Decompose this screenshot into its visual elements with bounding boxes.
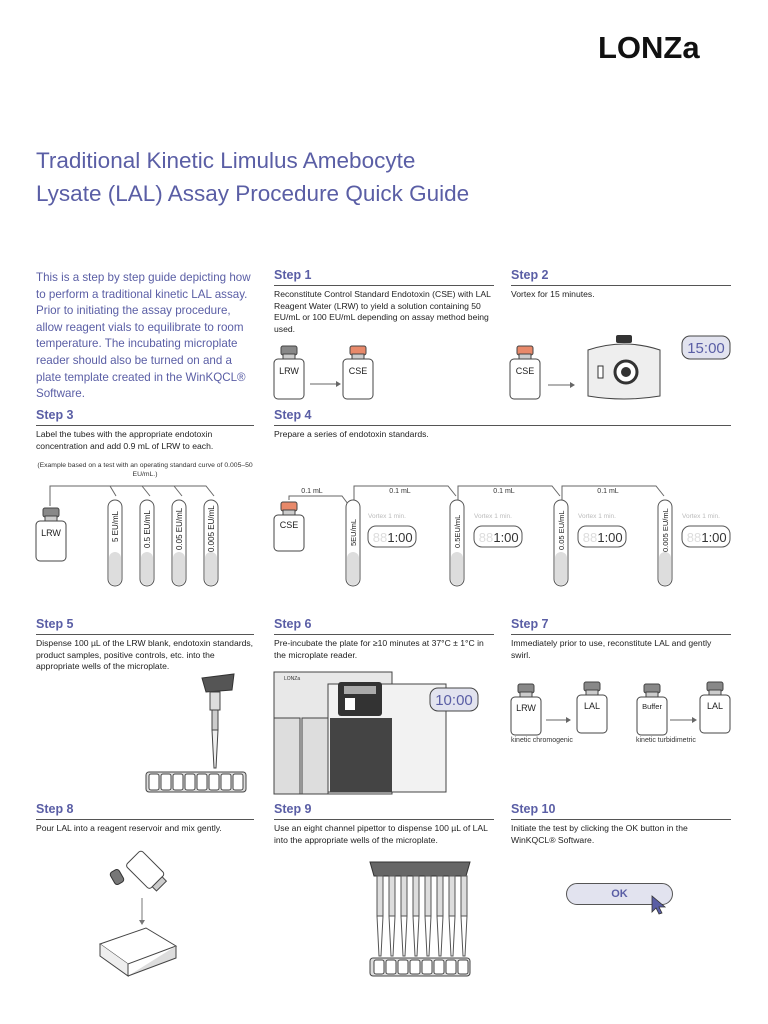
step-4-text: Prepare a series of endotoxin standards.: [274, 429, 429, 439]
intro-text: This is a step by step guide depicting how to perform a traditional kinetic LAL assay. Prior to initiating the assay procedure, allow reagent vials to equilibrate to room temperature. The incubating microplate reader should also be turned on and a plate template created in the WinKQCL® Software.: [36, 271, 251, 401]
step-2-illustration: [508, 330, 738, 405]
step-10-heading: Step 10: [511, 802, 731, 820]
svg-text:1:00: 1:00: [493, 530, 519, 545]
tube-0.05-icon: [172, 500, 186, 586]
tube-0.05eu-icon: [554, 500, 568, 586]
step-4: [274, 408, 731, 441]
microplate-strip-icon: [370, 958, 470, 976]
svg-text:1:00: 1:00: [701, 530, 727, 545]
svg-text:0.05 EU/mL: 0.05 EU/mL: [175, 507, 184, 550]
svg-text:CSE: CSE: [515, 366, 535, 376]
microplate-reader-icon: [274, 672, 446, 794]
lrw-vial-icon: [36, 508, 66, 561]
tube-5-icon: [108, 500, 122, 586]
svg-text:1:00: 1:00: [387, 530, 413, 545]
svg-text:Vortex 1 min.: Vortex 1 min.: [368, 513, 406, 520]
svg-text:5 EU/mL: 5 EU/mL: [111, 510, 120, 542]
vortex-mixer-icon: [588, 335, 660, 399]
pipette-icon: [202, 674, 234, 768]
step-4-heading: Step 4: [274, 408, 731, 426]
svg-text:88: 88: [686, 530, 702, 545]
step-2: [511, 268, 731, 301]
svg-text:Vortex 1 min.: Vortex 1 min.: [474, 513, 512, 520]
lonza-logo: LONZa: [598, 30, 700, 65]
tube-0.005-icon: [204, 500, 218, 586]
tube-5eu-icon: [346, 500, 360, 586]
svg-text:0.005 EU/mL: 0.005 EU/mL: [207, 505, 216, 552]
timer-display-icon: [682, 336, 730, 359]
svg-text:LONZa: LONZa: [284, 676, 301, 682]
svg-text:LAL: LAL: [706, 701, 724, 711]
lal-vial-icon: [700, 682, 730, 733]
svg-text:LRW: LRW: [516, 703, 536, 713]
svg-text:LRW: LRW: [279, 366, 299, 376]
step-3-illustration: [30, 478, 260, 590]
svg-text:88: 88: [478, 530, 494, 545]
title-line-2: Lysate (LAL) Assay Procedure Quick Guide: [36, 181, 470, 206]
step-2-text: Vortex for 15 minutes.: [511, 289, 595, 299]
step-7-heading: Step 7: [511, 617, 731, 635]
svg-text:5EU/mL: 5EU/mL: [349, 518, 358, 546]
svg-text:Buffer: Buffer: [642, 702, 662, 711]
microplate-strip-icon: [146, 772, 246, 792]
svg-text:LAL: LAL: [583, 701, 601, 711]
step-10-text: Initiate the test by clicking the OK button in the WinKQCL® Software.: [511, 823, 688, 845]
svg-text:88: 88: [372, 530, 388, 545]
step-9: [274, 802, 494, 846]
timer-display-icon: [682, 526, 730, 547]
step-1-heading: Step 1: [274, 268, 494, 286]
step-5-heading: Step 5: [36, 617, 254, 635]
step-5: [36, 617, 254, 673]
page-title: [36, 144, 596, 210]
svg-text:0.1 mL: 0.1 mL: [301, 488, 323, 495]
buffer-vial-icon: [637, 684, 667, 735]
step-8: [36, 802, 254, 835]
cursor-icon: [650, 894, 668, 916]
svg-text:15:00: 15:00: [687, 340, 725, 357]
step-1: [274, 268, 494, 335]
svg-text:LRW: LRW: [41, 528, 61, 538]
step-3: [36, 408, 254, 452]
step-6-illustration: [272, 670, 492, 796]
step-5-text: Dispense 100 µL of the LRW blank, endotoxin standards, product samples, positive controls, etc. into the appropriate wells of the microplate.: [36, 638, 254, 671]
svg-text:0.1 mL: 0.1 mL: [389, 488, 411, 495]
caption-kinetic-chromogenic: kinetic chromogenic: [511, 737, 573, 744]
step-3-heading: Step 3: [36, 408, 254, 426]
step-5-illustration: [140, 668, 256, 796]
step-3-text: Label the tubes with the appropriate endotoxin concentration and add 0.9 mL of LRW to each.: [36, 429, 214, 451]
cse-vial-icon: [510, 346, 540, 399]
svg-text:88: 88: [582, 530, 598, 545]
lal-bottle-icon: [109, 850, 169, 894]
step-9-text: Use an eight channel pipettor to dispense 100 µL of LAL into the appropriate wells of the microplate.: [274, 823, 488, 845]
timer-display-icon: [430, 688, 478, 711]
step-1-illustration: [272, 340, 392, 404]
step-2-heading: Step 2: [511, 268, 731, 286]
step-8-text: Pour LAL into a reagent reservoir and mix gently.: [36, 823, 222, 833]
svg-text:0.1 mL: 0.1 mL: [597, 488, 619, 495]
svg-text:Vortex 1 min.: Vortex 1 min.: [578, 513, 616, 520]
svg-text:0.05 EU/mL: 0.05 EU/mL: [557, 510, 566, 550]
caption-kinetic-turbidimetric: kinetic turbidimetric: [636, 737, 696, 744]
svg-text:0.005 EU/mL: 0.005 EU/mL: [661, 508, 670, 552]
step-9-heading: Step 9: [274, 802, 494, 820]
svg-text:0.1 mL: 0.1 mL: [493, 488, 515, 495]
step-1-text: Reconstitute Control Standard Endotoxin (CSE) with LAL Reagent Water (LRW) to yield a solution containing 50 EU/mL or 100 EU/mL depending on assay method being used.: [274, 289, 491, 334]
lrw-vial-icon: [274, 346, 304, 399]
svg-text:CSE: CSE: [348, 366, 368, 376]
tube-0.005eu-icon: [658, 500, 672, 586]
step-7: [511, 617, 731, 661]
cse-vial-icon: [343, 346, 373, 399]
step-8-heading: Step 8: [36, 802, 254, 820]
reagent-reservoir-icon: [100, 928, 176, 976]
multichannel-pipettor-icon: [370, 862, 470, 956]
svg-text:1:00: 1:00: [597, 530, 623, 545]
svg-text:0.5EU/mL: 0.5EU/mL: [453, 514, 462, 548]
step-3-note: (Example based on a test with an operating standard curve of 0.005–50 EU/mL.): [37, 462, 253, 478]
step-6: [274, 617, 494, 661]
title-line-1: Traditional Kinetic Limulus Amebocyte: [36, 148, 416, 173]
tube-0.5eu-icon: [450, 500, 464, 586]
timer-display-icon: [368, 526, 416, 547]
svg-text:CSE: CSE: [279, 520, 299, 530]
lrw-vial-icon: [511, 684, 541, 735]
step-10: [511, 802, 731, 846]
timer-display-icon: [474, 526, 522, 547]
step-9-illustration: [364, 856, 476, 980]
step-6-heading: Step 6: [274, 617, 494, 635]
step-6-text: Pre-incubate the plate for ≥10 minutes at 37°C ± 1°C in the microplate reader.: [274, 638, 484, 660]
timer-display-icon: [578, 526, 626, 547]
step-7-text: Immediately prior to use, reconstitute LAL and gently swirl.: [511, 638, 712, 660]
step-8-illustration: [96, 840, 196, 980]
step-4-illustration: [272, 478, 740, 590]
tube-0.5-icon: [140, 500, 154, 586]
svg-text:Vortex 1 min.: Vortex 1 min.: [682, 513, 720, 520]
svg-text:10:00: 10:00: [435, 692, 473, 709]
lal-vial-icon: [577, 682, 607, 733]
svg-text:0.5 EU/mL: 0.5 EU/mL: [143, 510, 152, 548]
ok-button[interactable]: OK: [566, 883, 673, 905]
step-7-illustration: [508, 676, 736, 740]
cse-vial-icon: [274, 502, 304, 551]
